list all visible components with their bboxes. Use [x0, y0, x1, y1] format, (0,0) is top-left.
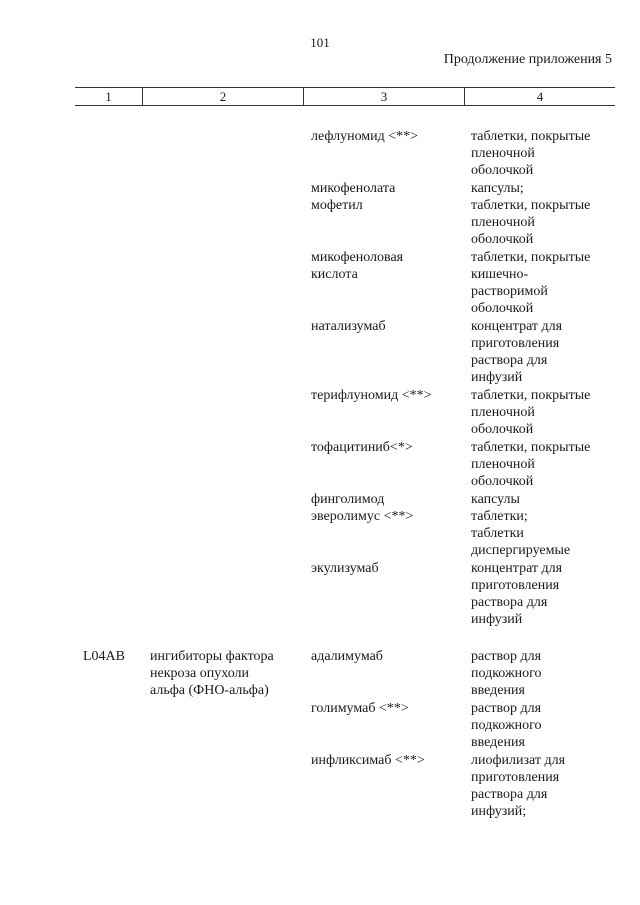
dosage-form: капсулы [471, 492, 520, 507]
drug-name: адалимумаб [311, 649, 383, 664]
drug-name: голимумаб <**> [311, 701, 409, 716]
column-header-1: 1 [105, 89, 112, 104]
drug-name: натализумаб [311, 319, 386, 334]
drug-name: лефлуномид <**> [311, 129, 419, 144]
page-number: 101 [310, 35, 330, 50]
dosage-form: таблетки; таблетки диспергируемые [471, 509, 571, 558]
drug-name: эверолимус <**> [311, 509, 414, 524]
dosage-form: таблетки, покрытые пленочной оболочкой [471, 440, 591, 489]
atc-group-name: ингибиторы фактора некроза опухоли альфа (ФНО-альфа) [150, 649, 274, 698]
dosage-form: таблетки, покрытые пленочной оболочкой [471, 388, 591, 437]
drug-name: терифлуномид <**> [311, 388, 432, 403]
drug-name: тофацитиниб<*> [311, 440, 413, 455]
dosage-form: концентрат для приготовления раствора для инфузий [471, 561, 563, 627]
dosage-form: капсулы; таблетки, покрытые пленочной оболочкой [471, 181, 591, 247]
drug-name: инфликсимаб <**> [311, 753, 425, 768]
dosage-form: таблетки, покрытые пленочной оболочкой [471, 129, 591, 178]
column-header-3: 3 [380, 89, 388, 104]
drug-name: микофенолата мофетил [311, 181, 396, 213]
atc-code: L04AB [83, 649, 125, 664]
dosage-form: раствор для подкожного введения [471, 649, 542, 698]
table-header-row [75, 87, 615, 106]
dosage-form: концентрат для приготовления раствора для инфузий [471, 319, 563, 385]
drug-name: финголимод [311, 492, 385, 507]
dosage-form: лиофилизат для приготовления раствора для инфузий; [471, 753, 566, 819]
dosage-form: раствор для подкожного введения [471, 701, 542, 750]
drug-name: микофеноловая кислота [311, 250, 404, 282]
drug-name: экулизумаб [311, 561, 379, 576]
column-header-2: 2 [219, 89, 227, 104]
continuation-title: Продолжение приложения 5 [443, 52, 612, 67]
dosage-form: таблетки, покрытые кишечно- растворимой оболочкой [471, 250, 591, 316]
column-header-4: 4 [536, 89, 544, 104]
